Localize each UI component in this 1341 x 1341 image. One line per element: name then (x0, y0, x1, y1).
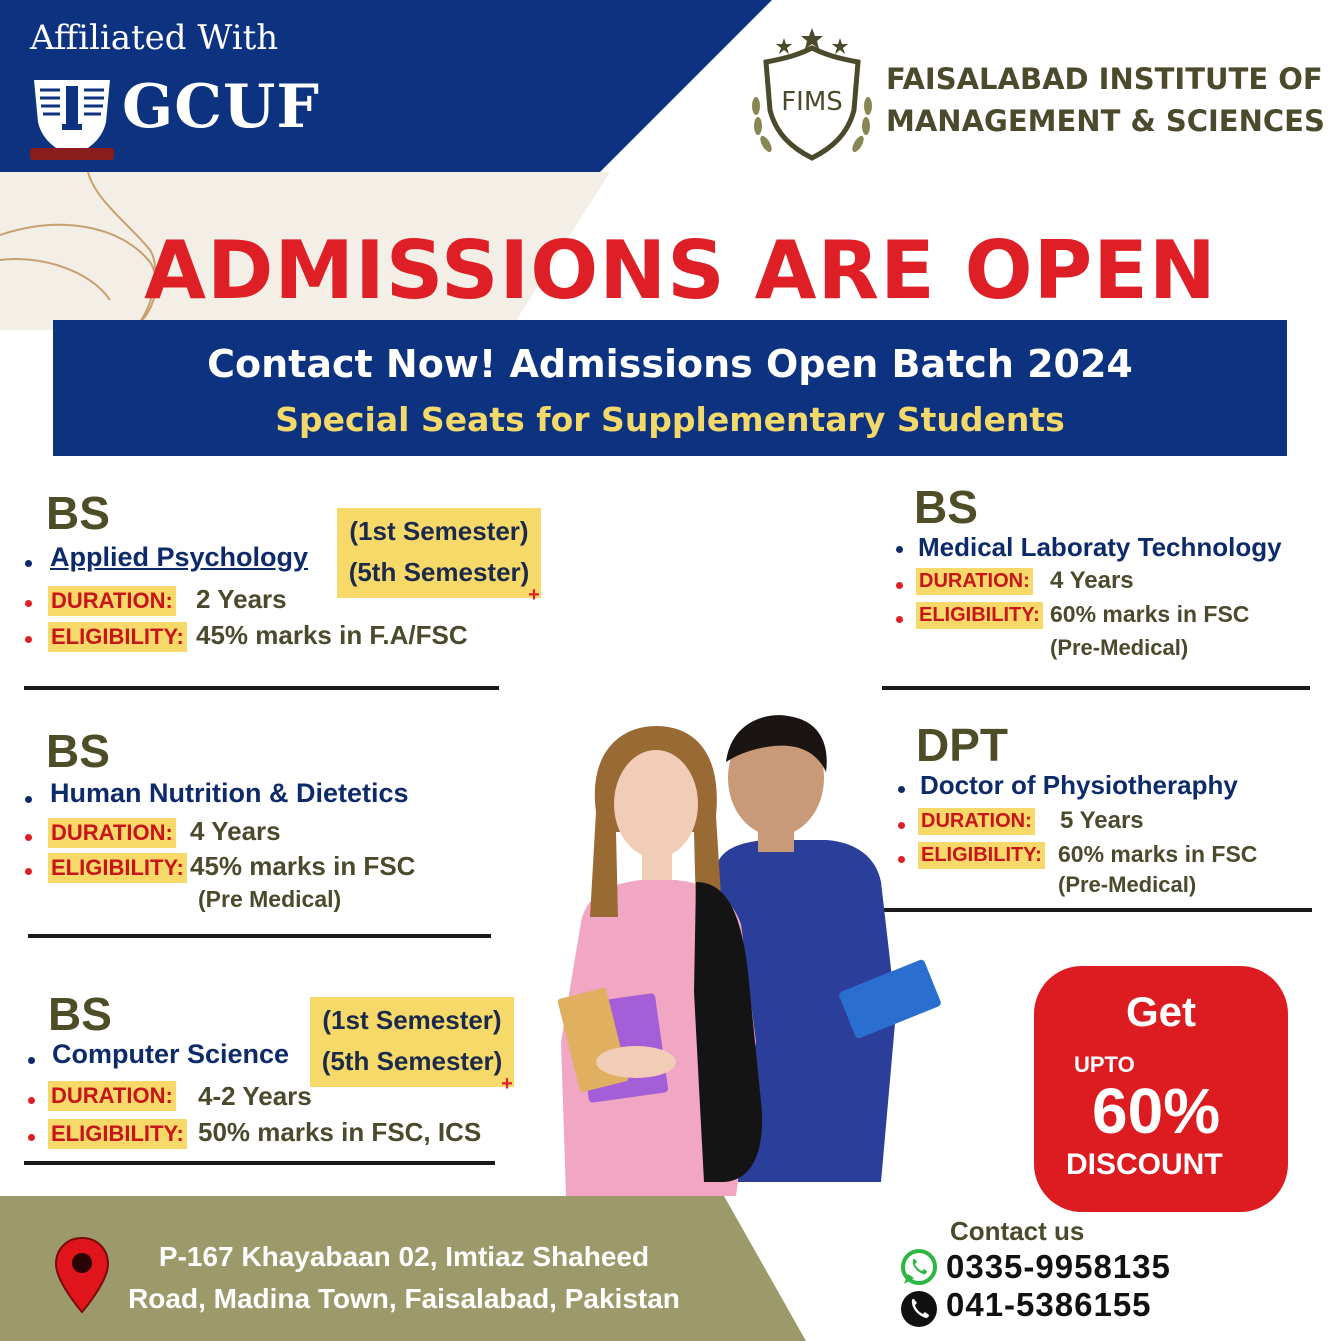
students-photo (526, 712, 946, 1196)
duration-label: DURATION: (916, 568, 1033, 595)
bullet-icon (25, 560, 32, 567)
whatsapp-icon (900, 1248, 938, 1286)
discount-line1: Get (1125, 988, 1196, 1035)
institute-name-line2: MANAGEMENT & SCIENCES (886, 104, 1325, 138)
eligibility-value: 60% marks in FSC (1050, 601, 1250, 627)
bullet-icon (25, 834, 32, 841)
headline: ADMISSIONS ARE OPEN (144, 224, 1217, 317)
eligibility-note: (Pre-Medical) (1058, 872, 1197, 897)
eligibility-note: (Pre Medical) (198, 886, 342, 912)
eligibility-value: 60% marks in FSC (1058, 841, 1258, 867)
duration-label: DURATION: (918, 808, 1035, 835)
institute-name (886, 58, 1326, 142)
address-line1: P-167 Khayabaan 02, Imtiaz Shaheed (158, 1241, 650, 1272)
eligibility-label: ELIGIBILITY: (48, 622, 187, 652)
duration-value: 2 Years (196, 584, 287, 614)
bullet-icon (25, 868, 32, 875)
divider (24, 686, 499, 690)
eligibility-label: ELIGIBILITY: (918, 842, 1045, 869)
duration-value: 4 Years (190, 816, 281, 846)
phone-landline[interactable]: 041-5386155 (946, 1286, 1152, 1323)
banner-line2: Special Seats for Supplementary Students (275, 400, 1065, 439)
course-computer-science (0, 985, 560, 1175)
eligibility-note: (Pre-Medical) (1050, 635, 1189, 660)
discount-badge (1034, 966, 1288, 1212)
course-degree: BS (914, 481, 978, 533)
eligibility-value: 45% marks in F.A/FSC (196, 620, 468, 650)
semester-badge: (1st Semester) + (5th Semester) (310, 997, 514, 1087)
semester-note-2: (5th Semester) (321, 1046, 503, 1076)
divider (24, 1161, 495, 1165)
semester-note-1: (1st Semester) (349, 516, 529, 546)
course-medical-lab-technology (860, 480, 1330, 700)
duration-label: DURATION: (48, 1081, 176, 1111)
bullet-icon (25, 636, 32, 643)
course-name: Medical Laboraty Technology (918, 532, 1282, 562)
eligibility-label: ELIGIBILITY: (48, 1119, 187, 1149)
address (104, 1236, 704, 1320)
semester-note-1: (1st Semester) (322, 1005, 502, 1035)
discount-line4: DISCOUNT (1066, 1148, 1223, 1181)
phone-whatsapp[interactable]: 0335-9958135 (946, 1248, 1171, 1285)
bullet-icon (896, 546, 903, 553)
course-name: Doctor of Physiotheraphy (920, 770, 1238, 800)
fims-logo-text: FIMS (781, 87, 843, 117)
course-name: Computer Science (52, 1039, 290, 1069)
affiliation-label: Affiliated With (30, 18, 279, 58)
duration-value: 4-2 Years (198, 1081, 312, 1111)
contact-label: Contact us (950, 1216, 1085, 1246)
divider (28, 934, 491, 938)
divider (884, 908, 1312, 912)
discount-percent: 60% (1092, 1075, 1221, 1147)
divider (882, 686, 1310, 690)
affiliate-name: GCUF (122, 72, 320, 142)
discount-line2: UPTO (1074, 1052, 1135, 1077)
bullet-icon (28, 1134, 35, 1141)
eligibility-label: ELIGIBILITY: (916, 602, 1043, 629)
duration-value: 4 Years (1050, 567, 1134, 594)
bullet-icon (25, 600, 32, 607)
address-line2: Road, Madina Town, Faisalabad, Pakistan (128, 1283, 680, 1314)
semester-note-2: (5th Semester) (348, 557, 530, 587)
bullet-icon (28, 1057, 35, 1064)
bullet-icon (896, 616, 903, 623)
duration-label: DURATION: (48, 586, 176, 616)
course-name: Applied Psychology (50, 542, 309, 572)
course-degree: BS (48, 988, 112, 1040)
course-degree: DPT (916, 719, 1008, 771)
eligibility-value: 50% marks in FSC, ICS (198, 1117, 482, 1147)
course-human-nutrition (0, 720, 560, 950)
bullet-icon (25, 796, 32, 803)
duration-value: 5 Years (1060, 807, 1144, 834)
course-degree: BS (46, 725, 110, 777)
eligibility-label: ELIGIBILITY: (48, 853, 187, 883)
contact-banner (53, 320, 1287, 456)
eligibility-value: 45% marks in FSC (190, 851, 416, 881)
course-applied-psychology (0, 480, 560, 700)
location-pin-icon (54, 1236, 110, 1316)
course-name: Human Nutrition & Dietetics (50, 778, 409, 808)
bullet-icon (896, 582, 903, 589)
fims-shield-icon (748, 26, 876, 166)
gcuf-crest-icon (26, 74, 118, 166)
semester-badge: (1st Semester) + (5th Semester) (337, 508, 541, 598)
duration-label: DURATION: (48, 818, 176, 848)
banner-line1: Contact Now! Admissions Open Batch 2024 (207, 342, 1133, 386)
course-degree: BS (46, 487, 110, 539)
phone-icon (900, 1290, 938, 1328)
institute-name-line1: FAISALABAD INSTITUTE OF (886, 62, 1323, 96)
bullet-icon (28, 1097, 35, 1104)
